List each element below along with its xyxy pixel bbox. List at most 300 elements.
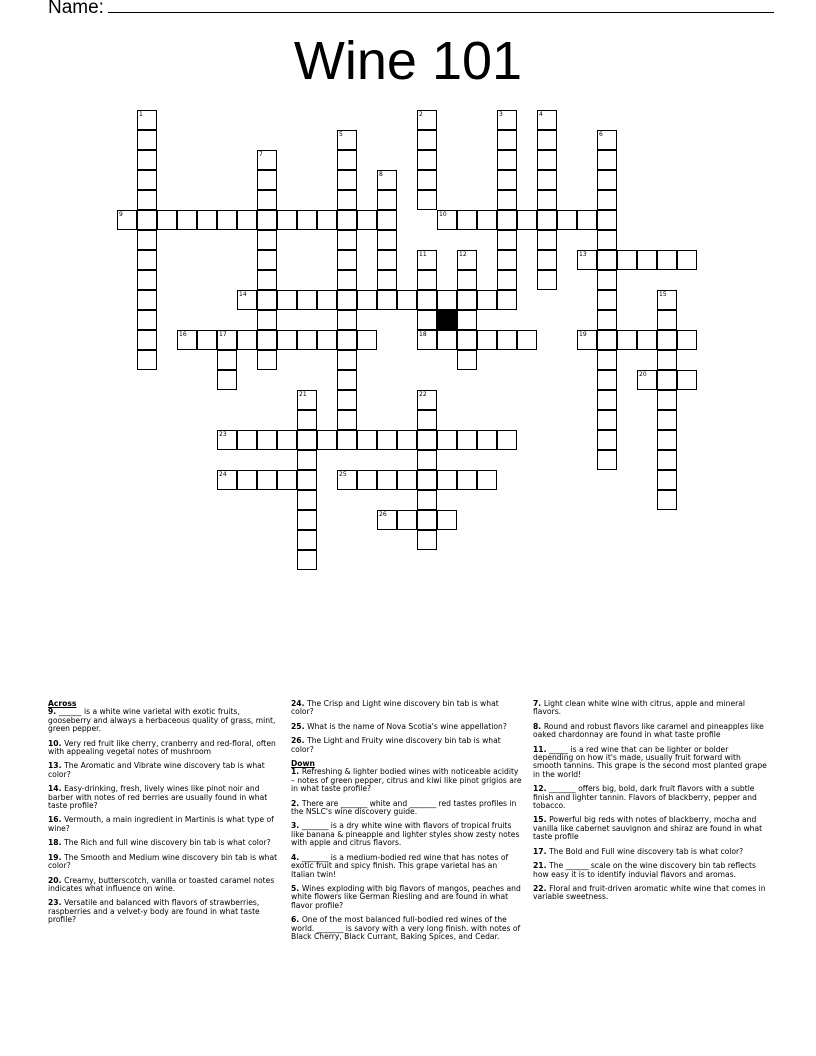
- grid-cell[interactable]: [137, 130, 157, 150]
- clue-number: 12: [459, 251, 467, 258]
- clue-item: [48, 839, 280, 847]
- clue-number: 25: [339, 471, 347, 478]
- across-header: Across: [48, 699, 77, 708]
- grid-cell[interactable]: [277, 430, 297, 450]
- clue-number: 22: [419, 391, 427, 398]
- grid-cell[interactable]: [337, 150, 357, 170]
- grid-cell[interactable]: [257, 190, 277, 210]
- clue-text: Refreshing & lighter bodied wines with noticeable acidity – notes of green pepper, citrus and kiwi like pinot grigios are in what taste profile?: [291, 767, 522, 794]
- grid-cell[interactable]: [257, 470, 277, 490]
- grid-cell[interactable]: [137, 250, 157, 270]
- grid-cell[interactable]: [497, 230, 517, 250]
- grid-cell[interactable]: [657, 250, 677, 270]
- grid-cell[interactable]: [617, 330, 637, 350]
- clue-column-2: [291, 700, 523, 947]
- clue-item: [48, 708, 280, 733]
- grid-cell[interactable]: [417, 430, 437, 450]
- grid-cell[interactable]: [397, 510, 417, 530]
- clue-num: 11.: [533, 744, 550, 754]
- clue-number: 11: [419, 251, 427, 258]
- clue-item: [291, 800, 523, 817]
- grid-cell[interactable]: [237, 330, 257, 350]
- grid-cell[interactable]: [377, 270, 397, 290]
- grid-cell[interactable]: [417, 470, 437, 490]
- grid-cell[interactable]: [617, 250, 637, 270]
- grid-cell[interactable]: [257, 270, 277, 290]
- grid-cell[interactable]: [257, 310, 277, 330]
- grid-cell[interactable]: [337, 330, 357, 350]
- clue-number: 23: [219, 431, 227, 438]
- clue-text: The Crisp and Light wine discovery bin tab is what color?: [291, 699, 499, 717]
- grid-cell[interactable]: [357, 470, 377, 490]
- grid-cell[interactable]: [537, 250, 557, 270]
- grid-cell[interactable]: [417, 410, 437, 430]
- grid-cell[interactable]: [437, 470, 457, 490]
- grid-cell[interactable]: [297, 550, 317, 570]
- grid-cell[interactable]: [437, 290, 457, 310]
- grid-cell[interactable]: [237, 430, 257, 450]
- grid-cell[interactable]: [297, 210, 317, 230]
- clue-num: 20.: [48, 875, 65, 885]
- grid-cell[interactable]: [597, 290, 617, 310]
- grid-cell[interactable]: [137, 210, 157, 230]
- grid-cell[interactable]: [537, 270, 557, 290]
- grid-cell[interactable]: [337, 290, 357, 310]
- grid-cell[interactable]: [377, 430, 397, 450]
- grid-cell[interactable]: [217, 370, 237, 390]
- clue-num: 22.: [533, 883, 550, 893]
- grid-cell[interactable]: [137, 330, 157, 350]
- clue-text: The Rich and full wine discovery bin tab is what color?: [64, 838, 271, 848]
- clue-num: 8.: [533, 721, 544, 731]
- clue-text: Versatile and balanced with flavors of strawberries, raspberries and a velvet-y body are found in what taste profile?: [48, 898, 260, 925]
- grid-cell[interactable]: [297, 450, 317, 470]
- grid-cell[interactable]: [537, 230, 557, 250]
- clue-text: Very red fruit like cherry, cranberry and red-floral, often with appealing vegetal notes of mushroom: [48, 738, 276, 757]
- grid-cell[interactable]: [497, 130, 517, 150]
- clue-number: 18: [419, 331, 427, 338]
- clue-num: 9.: [48, 707, 59, 717]
- grid-cell[interactable]: [277, 470, 297, 490]
- grid-cell[interactable]: [597, 230, 617, 250]
- clue-text: Powerful big reds with notes of blackberry, mocha and vanilla like cabernet sauvignon and shiraz are found in what taste profile: [533, 815, 763, 842]
- grid-cell[interactable]: [657, 350, 677, 370]
- grid-cell[interactable]: [217, 350, 237, 370]
- grid-cell[interactable]: [217, 430, 237, 450]
- grid-cell[interactable]: [337, 190, 357, 210]
- clue-item: [48, 816, 280, 833]
- grid-cell[interactable]: [397, 290, 417, 310]
- clue-text: _______ offers big, bold, dark fruit flavors with a subtle finish and lighter tannin. Flavors of blackberry, pepper and tobacco.: [533, 784, 757, 811]
- grid-cell[interactable]: [417, 290, 437, 310]
- clue-item: [291, 723, 523, 731]
- grid-cell[interactable]: [137, 110, 157, 130]
- grid-cell[interactable]: [297, 410, 317, 430]
- clue-number: 15: [659, 291, 667, 298]
- grid-cell[interactable]: [477, 430, 497, 450]
- clue-number: 26: [379, 511, 387, 518]
- grid-cell[interactable]: [257, 290, 277, 310]
- clue-num: 26.: [291, 736, 308, 746]
- grid-cell[interactable]: [497, 170, 517, 190]
- grid-cell[interactable]: [417, 110, 437, 130]
- grid-cell[interactable]: [417, 330, 437, 350]
- clue-item: [48, 740, 280, 757]
- clue-text: What is the name of Nova Scotia's wine appellation?: [307, 721, 507, 731]
- clue-text: _______ is a medium-bodied red wine that has notes of exotic fruit and spicy finish. This grape varietal has an Italian twin!: [291, 852, 509, 879]
- grid-cell[interactable]: [597, 430, 617, 450]
- grid-cell[interactable]: [297, 490, 317, 510]
- grid-cell[interactable]: [497, 210, 517, 230]
- grid-cell[interactable]: [197, 330, 217, 350]
- grid-cell[interactable]: [377, 210, 397, 230]
- clue-item: [48, 785, 280, 810]
- grid-cell[interactable]: [657, 290, 677, 310]
- grid-cell[interactable]: [377, 230, 397, 250]
- grid-cell[interactable]: [317, 330, 337, 350]
- grid-cell[interactable]: [217, 210, 237, 230]
- clue-number: 17: [219, 331, 227, 338]
- grid-cell[interactable]: [597, 130, 617, 150]
- clue-item: [291, 700, 523, 717]
- grid-cell[interactable]: [297, 430, 317, 450]
- name-label: Name:: [48, 0, 104, 18]
- grid-cell[interactable]: [517, 330, 537, 350]
- grid-cell[interactable]: [117, 210, 137, 230]
- grid-cell[interactable]: [577, 330, 597, 350]
- clue-item: [48, 854, 280, 871]
- down-header: Down: [291, 759, 315, 769]
- grid-cell[interactable]: [597, 370, 617, 390]
- grid-cell[interactable]: [457, 350, 477, 370]
- clue-num: 23.: [48, 898, 65, 908]
- grid-cell[interactable]: [257, 210, 277, 230]
- grid-cell[interactable]: [417, 190, 437, 210]
- grid-cell[interactable]: [677, 330, 697, 350]
- clue-text: One of the most balanced full-bodied red wines of the world. _______ is savory with a very long finish. with notes of Black Cherry, Black Currant, Baking Spices, and Cedar.: [291, 915, 521, 941]
- grid-cell[interactable]: [337, 210, 357, 230]
- clue-item: [291, 768, 523, 793]
- grid-cell[interactable]: [657, 470, 677, 490]
- clue-num: 10.: [48, 738, 65, 748]
- clue-number: 4: [539, 111, 543, 118]
- grid-cell[interactable]: [337, 250, 357, 270]
- grid-cell[interactable]: [357, 330, 377, 350]
- grid-cell[interactable]: [337, 350, 357, 370]
- clue-text: _____ is a red wine that can be lighter or bolder depending on how it's made, usually fruit forward with smooth tannins. This grape is the second most planted grape in the world!: [533, 744, 767, 779]
- clue-num: 1.: [291, 767, 302, 777]
- grid-cell[interactable]: [477, 470, 497, 490]
- clue-number: 6: [599, 131, 603, 138]
- grid-cell[interactable]: [277, 290, 297, 310]
- grid-cell[interactable]: [497, 190, 517, 210]
- grid-cell[interactable]: [137, 170, 157, 190]
- clue-text: Floral and fruit-driven aromatic white wine that comes in variable sweetness.: [533, 883, 766, 902]
- grid-cell[interactable]: [357, 290, 377, 310]
- grid-cell[interactable]: [417, 150, 437, 170]
- grid-cell[interactable]: [597, 310, 617, 330]
- clue-number: 1: [139, 111, 143, 118]
- grid-cell[interactable]: [537, 110, 557, 130]
- grid-cell[interactable]: [337, 410, 357, 430]
- clue-number: 13: [579, 251, 587, 258]
- grid-cell[interactable]: [537, 130, 557, 150]
- grid-cell[interactable]: [257, 350, 277, 370]
- grid-cell[interactable]: [377, 190, 397, 210]
- grid-cell[interactable]: [597, 410, 617, 430]
- clue-item: [533, 785, 768, 810]
- clue-text: Round and robust flavors like caramel and pineapples like oaked chardonnay are found in what taste profile: [533, 721, 764, 740]
- grid-cell[interactable]: [357, 210, 377, 230]
- grid-cell[interactable]: [417, 530, 437, 550]
- grid-cell[interactable]: [597, 350, 617, 370]
- grid-cell[interactable]: [417, 170, 437, 190]
- grid-cell[interactable]: [657, 370, 677, 390]
- grid-cell[interactable]: [657, 390, 677, 410]
- grid-cell[interactable]: [337, 130, 357, 150]
- clue-number: 7: [259, 151, 263, 158]
- grid-cell[interactable]: [657, 430, 677, 450]
- clue-text: The Aromatic and Vibrate wine discovery tab is what color?: [48, 761, 265, 779]
- grid-cell[interactable]: [677, 370, 697, 390]
- grid-cell[interactable]: [637, 250, 657, 270]
- clue-item: [291, 885, 523, 910]
- grid-cell[interactable]: [377, 290, 397, 310]
- clue-num: 4.: [291, 852, 302, 862]
- grid-cell[interactable]: [457, 210, 477, 230]
- grid-cell[interactable]: [437, 430, 457, 450]
- clue-number: 19: [579, 331, 587, 338]
- grid-cell[interactable]: [417, 450, 437, 470]
- grid-cell[interactable]: [357, 430, 377, 450]
- grid-cell[interactable]: [377, 470, 397, 490]
- grid-cell[interactable]: [417, 310, 437, 330]
- grid-cell[interactable]: [177, 210, 197, 230]
- grid-cell[interactable]: [417, 390, 437, 410]
- clue-num: 6.: [291, 915, 302, 925]
- clue-item: [291, 822, 523, 847]
- clue-text: The Light and Fruity wine discovery bin tab is what color?: [291, 736, 501, 754]
- grid-cell[interactable]: [297, 510, 317, 530]
- clue-text: The ______ scale on the wine discovery bin tab reflects how easy it is to identify induvial flavors and aromas.: [533, 861, 756, 879]
- grid-cell[interactable]: [417, 130, 437, 150]
- grid-cell[interactable]: [257, 430, 277, 450]
- grid-cell[interactable]: [337, 270, 357, 290]
- grid-cell[interactable]: [657, 450, 677, 470]
- grid-cell[interactable]: [537, 170, 557, 190]
- grid-cell[interactable]: [597, 270, 617, 290]
- grid-cell[interactable]: [137, 150, 157, 170]
- clue-num: 16.: [48, 815, 65, 825]
- clue-item: [533, 816, 768, 841]
- grid-cell[interactable]: [197, 210, 217, 230]
- clue-item: [533, 723, 768, 740]
- grid-cell[interactable]: [257, 150, 277, 170]
- grid-cell[interactable]: [397, 470, 417, 490]
- grid-cell[interactable]: [457, 430, 477, 450]
- clue-number: 14: [239, 291, 247, 298]
- clue-num: 7.: [533, 699, 544, 708]
- clue-number: 21: [299, 391, 307, 398]
- grid-cell[interactable]: [597, 450, 617, 470]
- grid-cell[interactable]: [317, 210, 337, 230]
- grid-cell[interactable]: [297, 330, 317, 350]
- grid-cell[interactable]: [457, 330, 477, 350]
- grid-cell[interactable]: [637, 370, 657, 390]
- grid-cell[interactable]: [377, 250, 397, 270]
- grid-cell[interactable]: [257, 330, 277, 350]
- grid-cell[interactable]: [377, 170, 397, 190]
- grid-cell[interactable]: [277, 330, 297, 350]
- grid-cell[interactable]: [497, 270, 517, 290]
- grid-cell[interactable]: [597, 210, 617, 230]
- grid-cell[interactable]: [137, 310, 157, 330]
- grid-cell[interactable]: [297, 390, 317, 410]
- grid-cell[interactable]: [637, 330, 657, 350]
- clue-text: The Smooth and Medium wine discovery bin tab is what color?: [48, 852, 278, 871]
- grid-cell[interactable]: [137, 290, 157, 310]
- grid-cell[interactable]: [457, 270, 477, 290]
- grid-cell[interactable]: [457, 290, 477, 310]
- grid-cell[interactable]: [337, 170, 357, 190]
- grid-cell[interactable]: [317, 430, 337, 450]
- clue-num: 21.: [533, 861, 550, 871]
- grid-cell[interactable]: [537, 210, 557, 230]
- clue-num: 17.: [533, 846, 550, 856]
- grid-cell[interactable]: [317, 290, 337, 310]
- clue-num: 25.: [291, 721, 308, 731]
- clue-num: 18.: [48, 838, 65, 848]
- grid-cell[interactable]: [297, 470, 317, 490]
- grid-cell[interactable]: [237, 210, 257, 230]
- grid-cell[interactable]: [417, 250, 437, 270]
- clue-text: Light clean white wine with citrus, apple and mineral flavors.: [533, 699, 746, 717]
- grid-cell[interactable]: [497, 250, 517, 270]
- grid-cell[interactable]: [177, 330, 197, 350]
- clue-item: [48, 877, 280, 894]
- clue-num: 15.: [533, 815, 550, 825]
- grid-cell[interactable]: [437, 510, 457, 530]
- grid-cell[interactable]: [597, 390, 617, 410]
- grid-cell[interactable]: [517, 210, 537, 230]
- clue-item: [533, 885, 768, 902]
- clue-num: 5.: [291, 883, 302, 893]
- clue-item: [48, 899, 280, 924]
- grid-cell[interactable]: [137, 350, 157, 370]
- grid-cell[interactable]: [237, 290, 257, 310]
- grid-cell[interactable]: [437, 330, 457, 350]
- grid-cell[interactable]: [217, 470, 237, 490]
- grid-cell[interactable]: [337, 310, 357, 330]
- grid-cell[interactable]: [657, 410, 677, 430]
- grid-cell[interactable]: [437, 210, 457, 230]
- grid-cell[interactable]: [457, 250, 477, 270]
- grid-cell[interactable]: [497, 430, 517, 450]
- clue-number: 8: [379, 171, 383, 178]
- page-title: Wine 101: [293, 31, 523, 91]
- grid-cell[interactable]: [597, 170, 617, 190]
- clue-number: 20: [639, 371, 647, 378]
- grid-cell[interactable]: [477, 290, 497, 310]
- clue-text: There are _______ white and _______ red tastes profiles in the NSLC's wine discovery guide.: [291, 798, 517, 817]
- grid-cell[interactable]: [497, 330, 517, 350]
- clue-column-3: [533, 700, 768, 908]
- grid-cell[interactable]: [497, 150, 517, 170]
- grid-cell[interactable]: [537, 150, 557, 170]
- grid-cell[interactable]: [337, 430, 357, 450]
- grid-cell[interactable]: [257, 250, 277, 270]
- grid-cell[interactable]: [657, 330, 677, 350]
- clue-number: 16: [179, 331, 187, 338]
- grid-cell[interactable]: [497, 110, 517, 130]
- grid-cell[interactable]: [257, 170, 277, 190]
- grid-cell[interactable]: [477, 330, 497, 350]
- grid-cell[interactable]: [577, 250, 597, 270]
- clue-item: [533, 848, 768, 856]
- grid-cell[interactable]: [237, 470, 257, 490]
- grid-cell[interactable]: [497, 290, 517, 310]
- clue-text: Creamy, butterscotch, vanilla or toasted caramel notes indicates what influence on wine.: [48, 875, 275, 893]
- clue-column-1: [48, 700, 280, 931]
- grid-cell[interactable]: [377, 510, 397, 530]
- grid-cell[interactable]: [137, 230, 157, 250]
- clue-number: 10: [439, 211, 447, 218]
- grid-cell[interactable]: [397, 430, 417, 450]
- clue-num: 19.: [48, 852, 65, 862]
- clue-text: Easy-drinking, fresh, lively wines like pinot noir and barber with notes of red berries are usually found in what taste profile?: [48, 784, 268, 811]
- grid-cell[interactable]: [137, 270, 157, 290]
- clue-num: 13.: [48, 761, 65, 771]
- grid-cell[interactable]: [597, 330, 617, 350]
- grid-cell[interactable]: [597, 250, 617, 270]
- grid-cell[interactable]: [537, 190, 557, 210]
- black-cell: [437, 310, 457, 330]
- grid-cell[interactable]: [657, 310, 677, 330]
- grid-cell[interactable]: [277, 210, 297, 230]
- clue-number: 24: [219, 471, 227, 478]
- grid-cell[interactable]: [157, 210, 177, 230]
- clue-text: ______ is a white wine varietal with exotic fruits, gooseberry and always a herbaceous quality of grass, mint, green pepper.: [48, 707, 276, 734]
- grid-cell[interactable]: [217, 330, 237, 350]
- grid-cell[interactable]: [577, 210, 597, 230]
- grid-cell[interactable]: [337, 370, 357, 390]
- grid-cell[interactable]: [417, 510, 437, 530]
- grid-cell[interactable]: [597, 190, 617, 210]
- grid-cell[interactable]: [657, 490, 677, 510]
- grid-cell[interactable]: [477, 210, 497, 230]
- clue-num: 24.: [291, 699, 308, 708]
- grid-cell[interactable]: [337, 230, 357, 250]
- clue-item: [291, 737, 523, 754]
- grid-cell[interactable]: [297, 290, 317, 310]
- grid-cell[interactable]: [417, 270, 437, 290]
- grid-cell[interactable]: [557, 210, 577, 230]
- grid-cell[interactable]: [337, 390, 357, 410]
- grid-cell[interactable]: [297, 530, 317, 550]
- clue-number: 5: [339, 131, 343, 138]
- grid-cell[interactable]: [337, 470, 357, 490]
- clue-item: [48, 762, 280, 779]
- clue-number: 2: [419, 111, 423, 118]
- grid-cell[interactable]: [137, 190, 157, 210]
- grid-cell[interactable]: [257, 230, 277, 250]
- grid-cell[interactable]: [597, 150, 617, 170]
- grid-cell[interactable]: [677, 250, 697, 270]
- clue-text: _______ is a dry white wine with flavors of tropical fruits like banana & pineapple and lighter styles show zesty notes with apple and citrus flavors.: [291, 821, 520, 848]
- grid-cell[interactable]: [457, 470, 477, 490]
- grid-cell[interactable]: [457, 310, 477, 330]
- grid-cell[interactable]: [417, 490, 437, 510]
